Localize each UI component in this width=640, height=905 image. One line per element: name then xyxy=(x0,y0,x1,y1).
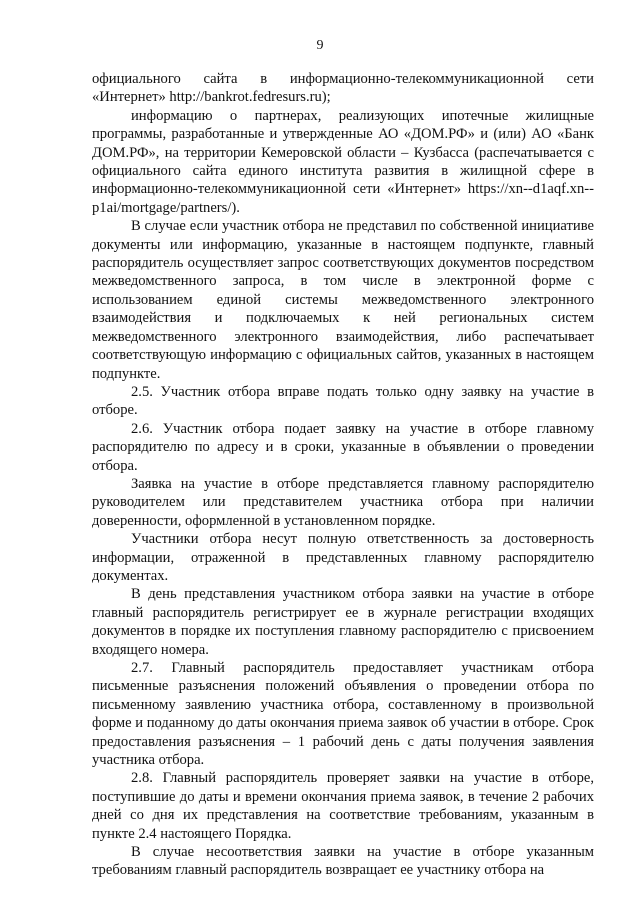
paragraph-nonconformity: В случае несоответствия заявки на участие в отборе указанным требованиям главный распорядитель возвращает ее участнику отбора на xyxy=(92,844,594,879)
paragraph-responsibility: Участники отбора несут полную ответственность за достоверность информации, отраженной в представленных главному распорядителю документах. xyxy=(92,531,594,584)
paragraph-partners-info: информацию о партнерах, реализующих ипотечные жилищные программы, разработанные и утвержденные АО «ДОМ.РФ» и (или) АО «Банк ДОМ.РФ», на территории Кемеровской области – Кузбасса (распечатывается с официального сайта единого института развития в жилищной сфере в информационно-телекоммуникационной сети «Интернет» https://xn--d1aqf.xn--p1ai/mortgage/partners/). xyxy=(92,107,594,216)
document-body xyxy=(92,70,594,880)
paragraph-application-submission: Заявка на участие в отборе представляется главному распорядителю руководителем или представителем участника отбора при наличии доверенности, оформленной в установленном порядке. xyxy=(92,475,594,529)
paragraph-2-6: 2.6. Участник отбора подает заявку на участие в отборе главному распорядителю по адресу и в сроки, указанные в объявлении о проведении отбора. xyxy=(92,420,594,474)
paragraph-2-7: 2.7. Главный распорядитель предоставляет участникам отбора письменные разъяснения положений объявления о проведении отбора по письменному заявлению участника отбора, составленному в произвольной форме и поданному до даты окончания приема заявок об участии в отборе. Срок предоставления разъяснения – 1 рабочий день с даты получения заявления участника отбора. xyxy=(92,660,594,769)
paragraph-2-5: 2.5. Участник отбора вправе подать только одну заявку на участие в отборе. xyxy=(92,383,594,419)
paragraph-official-site-continuation: официального сайта в информационно-телекоммуникационной сети «Интернет» http://bankrot.fedresurs.ru); xyxy=(92,71,594,106)
paragraph-interagency-request: В случае если участник отбора не представил по собственной инициативе документы или информацию, указанные в настоящем подпункте, главный распорядитель осуществляет запрос соответствующих документов посредством межведомственного запроса, в том числе в электронной форме с использованием единой системы межведомственного электронного взаимодействия и подключаемых к ней региональных систем межведомственного электронного взаимодействия, либо распечатывает соответствующую информацию с официальных сайтов, указанных в настоящем подпункте. xyxy=(92,218,594,382)
page-number: 9 xyxy=(316,38,324,53)
paragraph-2-8: 2.8. Главный распорядитель проверяет заявки на участие в отборе, поступившие до даты и времени окончания приема заявок, в течение 2 рабочих дней со дня их представления на соответствие требованиям, указанным в пункте 2.4 настоящего Порядка. xyxy=(92,770,594,842)
paragraph-registration: В день представления участником отбора заявки на участие в отборе главный распорядитель регистрирует ее в журнале регистрации входящих документов в порядке их поступления главному распорядителю с присвоением входящего номера. xyxy=(92,586,594,658)
